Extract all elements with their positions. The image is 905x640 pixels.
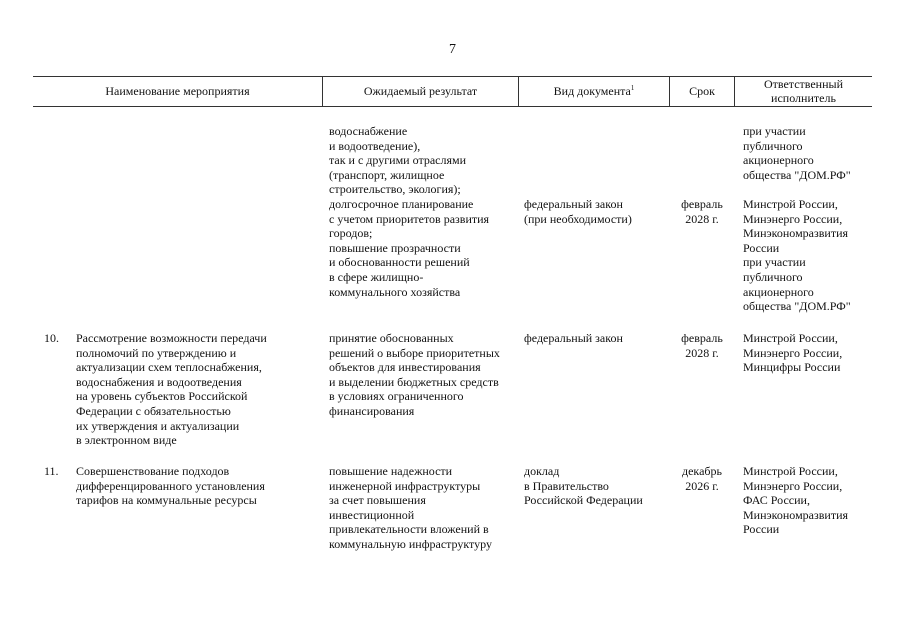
- row-responsible: Минстрой России, Минэнерго России, Минцифры России: [743, 331, 843, 375]
- row-name: Рассмотрение возможности передачи полномочий по утверждению и актуализации схем теплоснабжения, водоснабжения и водоотведения на уровень субъектов Российской Федерации с обязательностью их утверждения и актуализации в электронном виде: [76, 331, 267, 448]
- row-result: повышение надежности инженерной инфраструктуры за счет повышения инвестиционной привлекательности вложений в коммунальную инфраструктуру: [329, 464, 492, 551]
- continuation-result-1: водоснабжение и водоотведение), так и с другими отраслями (транспорт, жилищное строительство, экология);: [329, 124, 467, 197]
- continuation-responsible-1: при участии публичного акционерного общества "ДОМ.РФ": [743, 124, 851, 182]
- continuation-responsible-2: Минстрой России, Минэнерго России, Минэкономразвития России при участии публичного акционерного общества "ДОМ.РФ": [743, 197, 851, 314]
- header-name-label: Наименование мероприятия: [105, 83, 250, 98]
- row-result: принятие обоснованных решений о выборе приоритетных объектов для инвестирования и выделении бюджетных средств в условиях ограниченного финансирования: [329, 331, 500, 418]
- row-deadline: декабрь 2026 г.: [682, 464, 722, 493]
- continuation-result-2: долгосрочное планирование с учетом приоритетов развития городов; повышение прозрачности и обоснованности решений в сфере жилищно- коммунального хозяйства: [329, 197, 490, 299]
- header-responsible: [735, 77, 872, 106]
- header-doc-type: [519, 77, 669, 106]
- row-doc-type: федеральный закон: [524, 331, 623, 345]
- header-result-label: Ожидаемый результат: [363, 83, 478, 98]
- page-number: 7: [449, 42, 456, 57]
- header-doc-type-label: [554, 85, 635, 99]
- footnote-marker: 1: [630, 83, 635, 92]
- row-responsible: Минстрой России, Минэнерго России, ФАС России, Минэкономразвития России: [743, 464, 849, 537]
- continuation-doc-type: федеральный закон (при необходимости): [524, 197, 632, 226]
- row-number: 10.: [44, 331, 59, 345]
- header-deadline-label: Срок: [689, 83, 715, 98]
- header-bottom-rule: [33, 106, 872, 107]
- row-doc-type: доклад в Правительство Российской Федерации: [524, 464, 643, 508]
- header-responsible-label: Ответственный исполнитель: [763, 77, 844, 105]
- header-doc-type-text: Вид документа: [553, 83, 631, 98]
- header-deadline: [670, 77, 734, 106]
- continuation-deadline: февраль 2028 г.: [681, 197, 723, 226]
- row-number: 11.: [44, 464, 59, 478]
- header-name: [33, 77, 322, 106]
- header-result: [323, 77, 518, 106]
- row-name: Совершенствование подходов дифференцированного установления тарифов на коммунальные ресурсы: [76, 464, 265, 508]
- row-deadline: февраль 2028 г.: [681, 331, 723, 360]
